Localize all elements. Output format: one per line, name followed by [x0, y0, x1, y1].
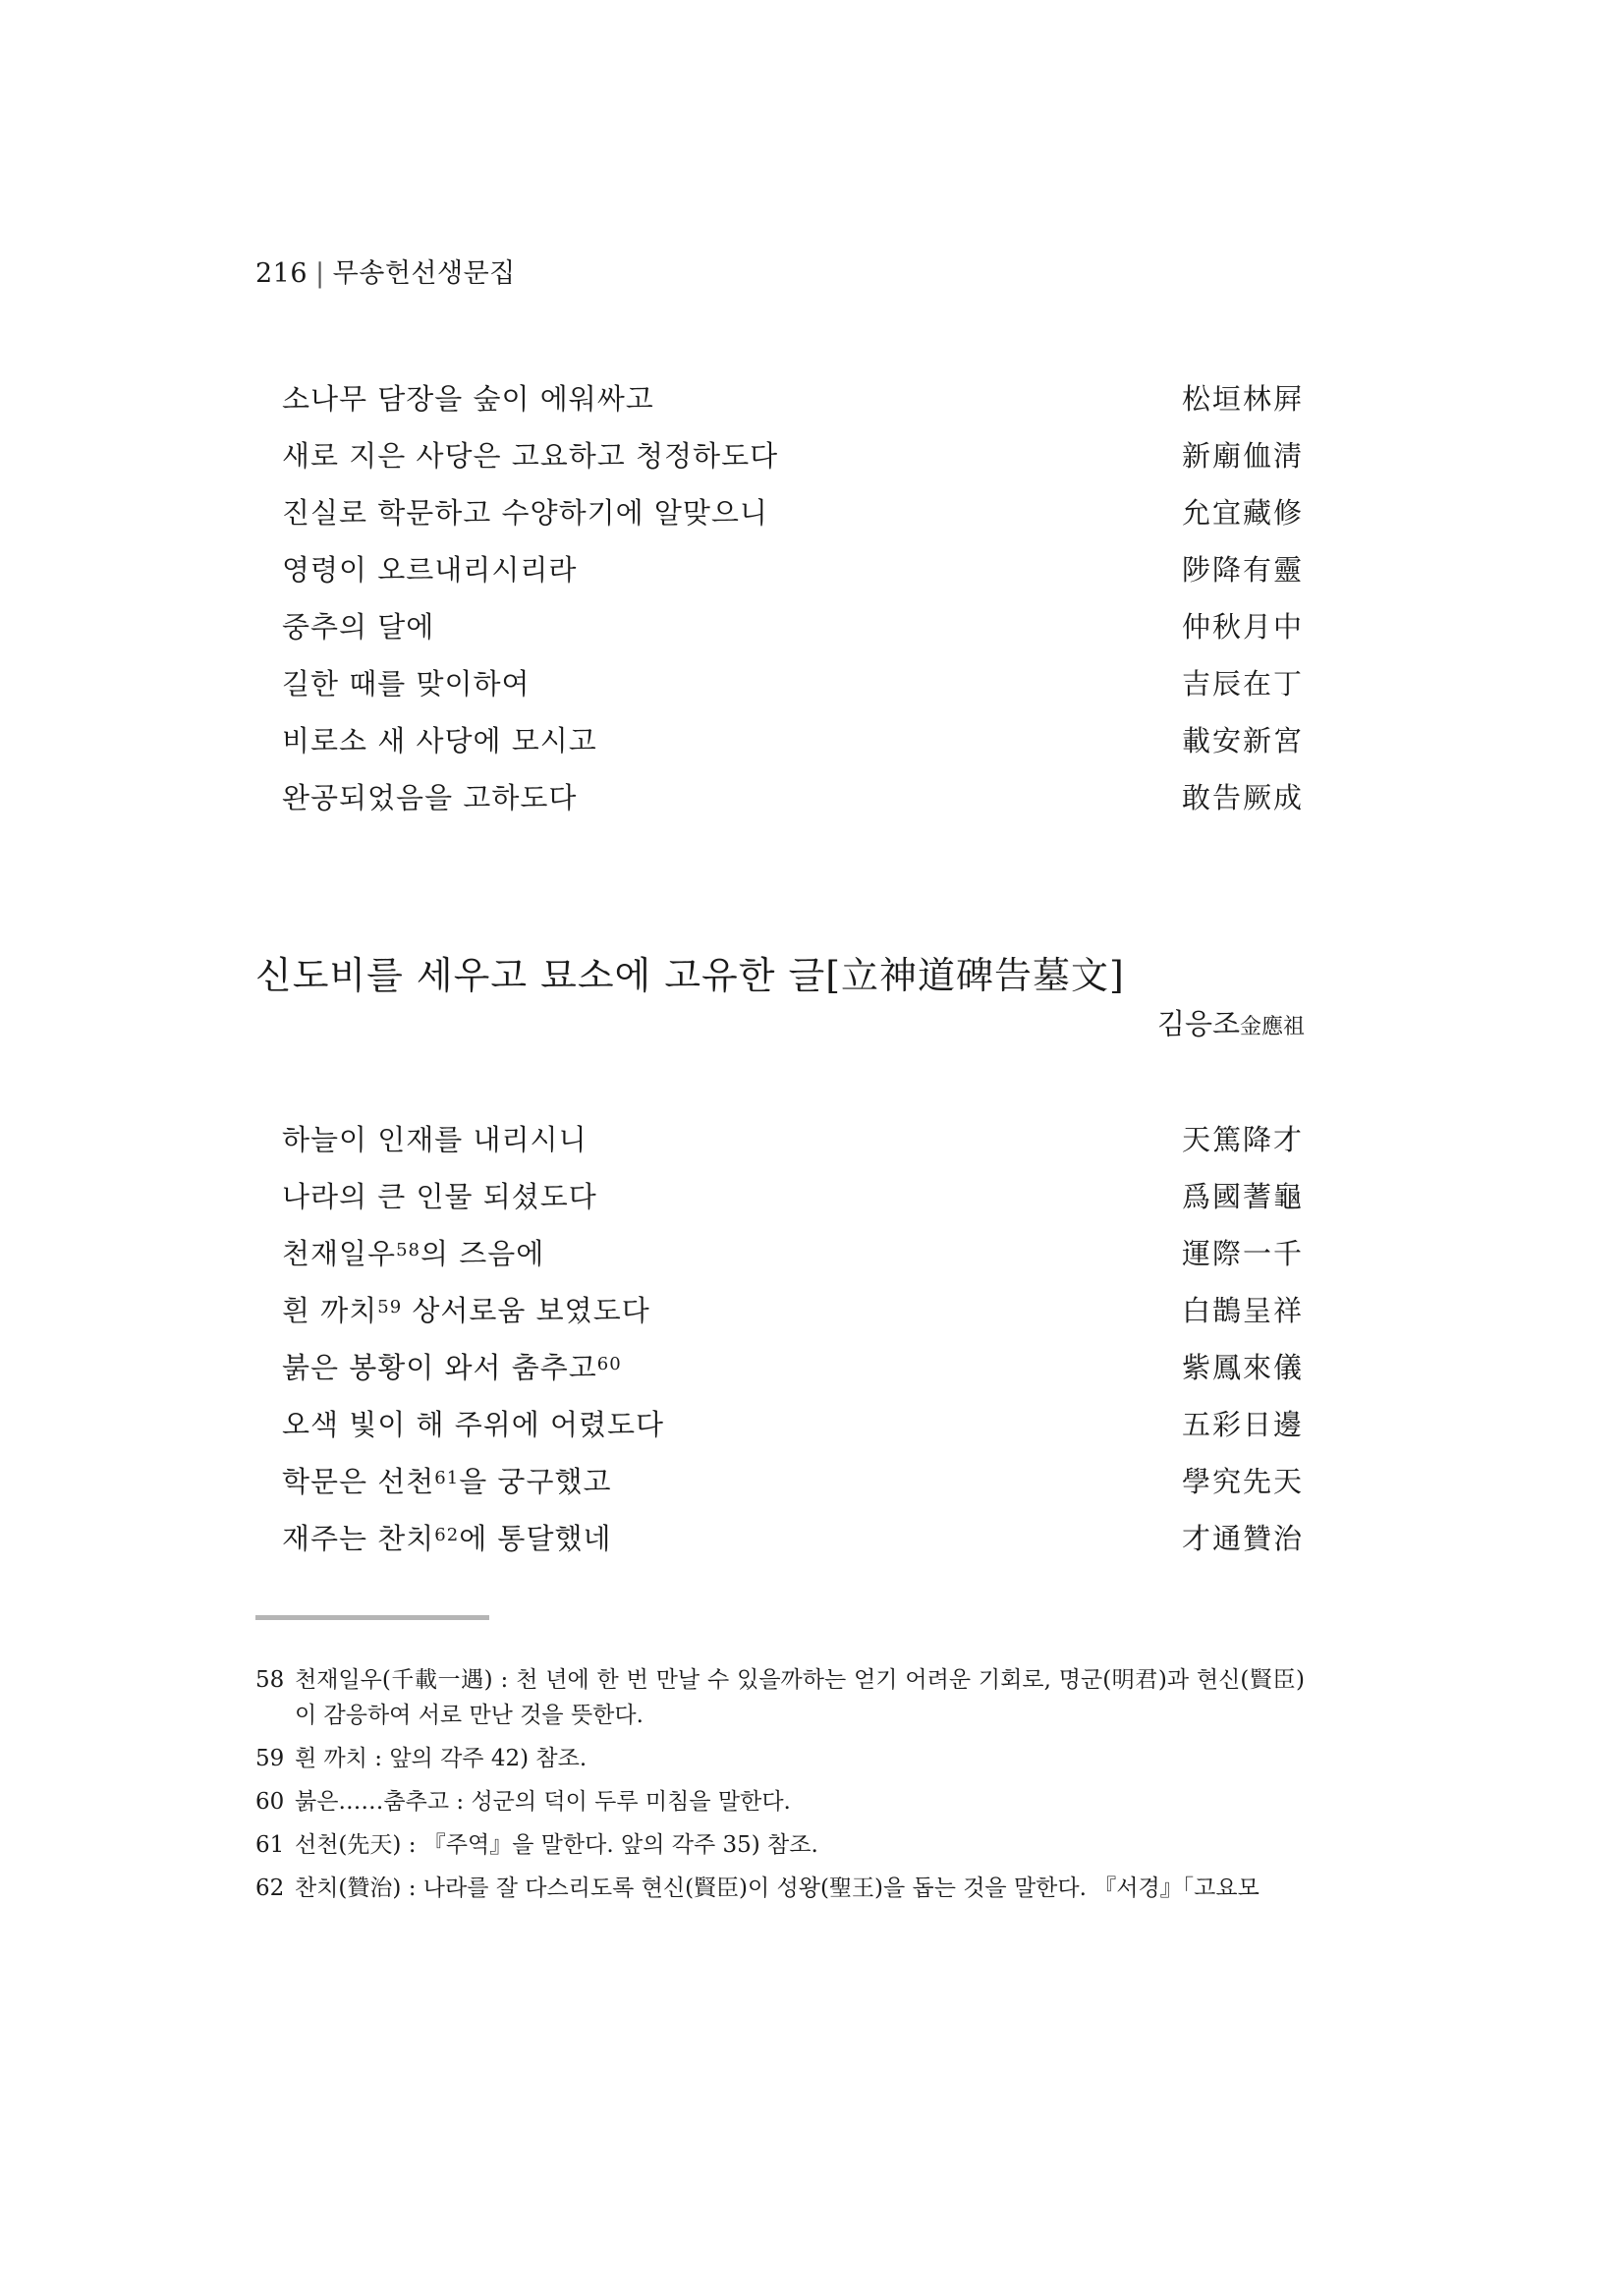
- footnote-marker[interactable]: 59: [377, 1297, 403, 1317]
- hanja-original: 才通贊治: [1181, 1522, 1304, 1555]
- footnote-number: 61: [255, 1832, 285, 1858]
- footnote-text: 선천(先天) : 『주역』을 말한다. 앞의 각주 35) 참조.: [295, 1832, 818, 1858]
- footnote-61: [255, 1827, 1305, 1863]
- korean-translation: [282, 1517, 612, 1557]
- poem-line: [282, 1289, 1304, 1346]
- hanja-original: 吉辰在丁: [1181, 667, 1304, 700]
- korean-translation: 완공되었음을 고하도다: [282, 781, 578, 814]
- hanja-original: 新廟侐淸: [1181, 439, 1304, 473]
- footnote-number: 58: [255, 1667, 285, 1693]
- poem-section-1: [282, 377, 1304, 833]
- footnote-marker[interactable]: 61: [434, 1468, 460, 1488]
- line-text-continued: 에 통달했네: [459, 1522, 612, 1555]
- hanja-original: 陟降有靈: [1181, 553, 1304, 587]
- poem-line: [282, 662, 1304, 719]
- poem-line: [282, 1403, 1304, 1460]
- korean-translation: 중추의 달에: [282, 610, 435, 644]
- line-text: 나라의 큰 인물 되셨도다: [282, 1180, 597, 1213]
- footnote-number: 62: [255, 1876, 285, 1901]
- korean-translation: 새로 지은 사당은 고요하고 청정하도다: [282, 439, 779, 473]
- line-text: 재주는 찬치: [282, 1522, 435, 1555]
- hanja-original: 允宜藏修: [1181, 496, 1304, 530]
- footnote-number: 60: [255, 1789, 285, 1815]
- poem-line: [282, 434, 1304, 491]
- author-hanja: 金應祖: [1239, 1015, 1305, 1039]
- footnote-number: 59: [255, 1746, 285, 1771]
- poem-line: [282, 1460, 1304, 1517]
- hanja-original: 爲國蓍龜: [1181, 1180, 1304, 1213]
- hanja-original: 仲秋月中: [1181, 610, 1304, 644]
- footnote-marker[interactable]: 62: [434, 1525, 460, 1545]
- footnote-text: 천재일우(千載一遇) : 천 년에 한 번 만날 수 있을까하는 얻기 어려운 기회로, 명군(明君)과 현신(賢臣)이 감응하여 서로 만난 것을 뜻한다.: [295, 1667, 1305, 1728]
- hanja-original: 天篤降才: [1181, 1123, 1304, 1156]
- poem-line: [282, 1517, 1304, 1574]
- korean-translation: [282, 1118, 588, 1158]
- footnote-text: 찬치(贊治) : 나라를 잘 다스리도록 현신(賢臣)이 성왕(聖王)을 돕는 것을 말한다. 『서경』「고요모: [295, 1876, 1260, 1901]
- line-text: 붉은 봉황이 와서 춤추고: [282, 1351, 597, 1384]
- line-text-continued: 의 즈음에: [420, 1237, 545, 1270]
- korean-translation: 소나무 담장을 숲이 에워싸고: [282, 382, 654, 416]
- poem-line: [282, 1346, 1304, 1403]
- header-separator: |: [315, 258, 325, 289]
- hanja-original: 學究先天: [1181, 1465, 1304, 1498]
- line-text: 흰 까치: [282, 1294, 378, 1327]
- poem-line: [282, 491, 1304, 548]
- hanja-original: 運際一千: [1181, 1237, 1304, 1270]
- korean-translation: [282, 1346, 622, 1386]
- author-byline: [1157, 1002, 1305, 1042]
- korean-translation: [282, 1175, 597, 1215]
- hanja-original: 紫鳳來儀: [1181, 1351, 1304, 1384]
- line-text-continued: 상서로움 보였도다: [402, 1294, 650, 1327]
- footnote-58: [255, 1662, 1305, 1733]
- line-text: 오색 빛이 해 주위에 어렸도다: [282, 1408, 665, 1441]
- page-number: 216: [255, 258, 308, 289]
- poem-line: [282, 605, 1304, 662]
- hanja-original: 白鵲呈祥: [1181, 1294, 1304, 1327]
- korean-translation: [282, 1232, 544, 1272]
- footnote-62: [255, 1871, 1305, 1906]
- footnote-divider: [255, 1615, 489, 1620]
- korean-translation: 영령이 오르내리시리라: [282, 553, 578, 587]
- poem-line: [282, 1118, 1304, 1175]
- korean-translation: 비로소 새 사당에 모시고: [282, 724, 597, 757]
- section-title: 신도비를 세우고 묘소에 고유한 글[立神道碑告墓文]: [255, 954, 1125, 997]
- line-text: 하늘이 인재를 내리시니: [282, 1123, 588, 1156]
- poem-line: [282, 776, 1304, 833]
- hanja-original: 敢告厥成: [1181, 781, 1304, 814]
- running-header: [255, 252, 516, 290]
- book-title: 무송헌선생문집: [332, 258, 516, 289]
- footnote-marker[interactable]: 58: [396, 1240, 420, 1260]
- line-text: 학문은 선천: [282, 1465, 435, 1498]
- korean-translation: [282, 1289, 650, 1329]
- footnote-text: 흰 까치 : 앞의 각주 42) 참조.: [295, 1746, 588, 1771]
- poem-line: [282, 719, 1304, 776]
- korean-translation: [282, 1403, 664, 1443]
- poem-line: [282, 1175, 1304, 1232]
- line-text: 천재일우: [282, 1237, 397, 1270]
- korean-translation: 진실로 학문하고 수양하기에 알맞으니: [282, 496, 768, 530]
- author-name: 김응조: [1156, 1007, 1240, 1040]
- footnote-59: [255, 1741, 1305, 1776]
- poem-line: [282, 1232, 1304, 1289]
- korean-translation: 길한 때를 맞이하여: [282, 667, 531, 700]
- hanja-original: 松垣林屛: [1181, 382, 1304, 416]
- footnote-60: [255, 1784, 1305, 1820]
- footnote-text: 붉은……춤추고 : 성군의 덕이 두루 미침을 말한다.: [295, 1789, 791, 1815]
- poem-section-2: [282, 1118, 1304, 1574]
- footnote-marker[interactable]: 60: [596, 1354, 622, 1374]
- hanja-original: 載安新宮: [1181, 724, 1304, 757]
- footnotes: [255, 1662, 1305, 1914]
- korean-translation: [282, 1460, 612, 1500]
- poem-line: [282, 377, 1304, 434]
- line-text-continued: 을 궁구했고: [459, 1465, 612, 1498]
- poem-line: [282, 548, 1304, 605]
- hanja-original: 五彩日邊: [1181, 1408, 1304, 1441]
